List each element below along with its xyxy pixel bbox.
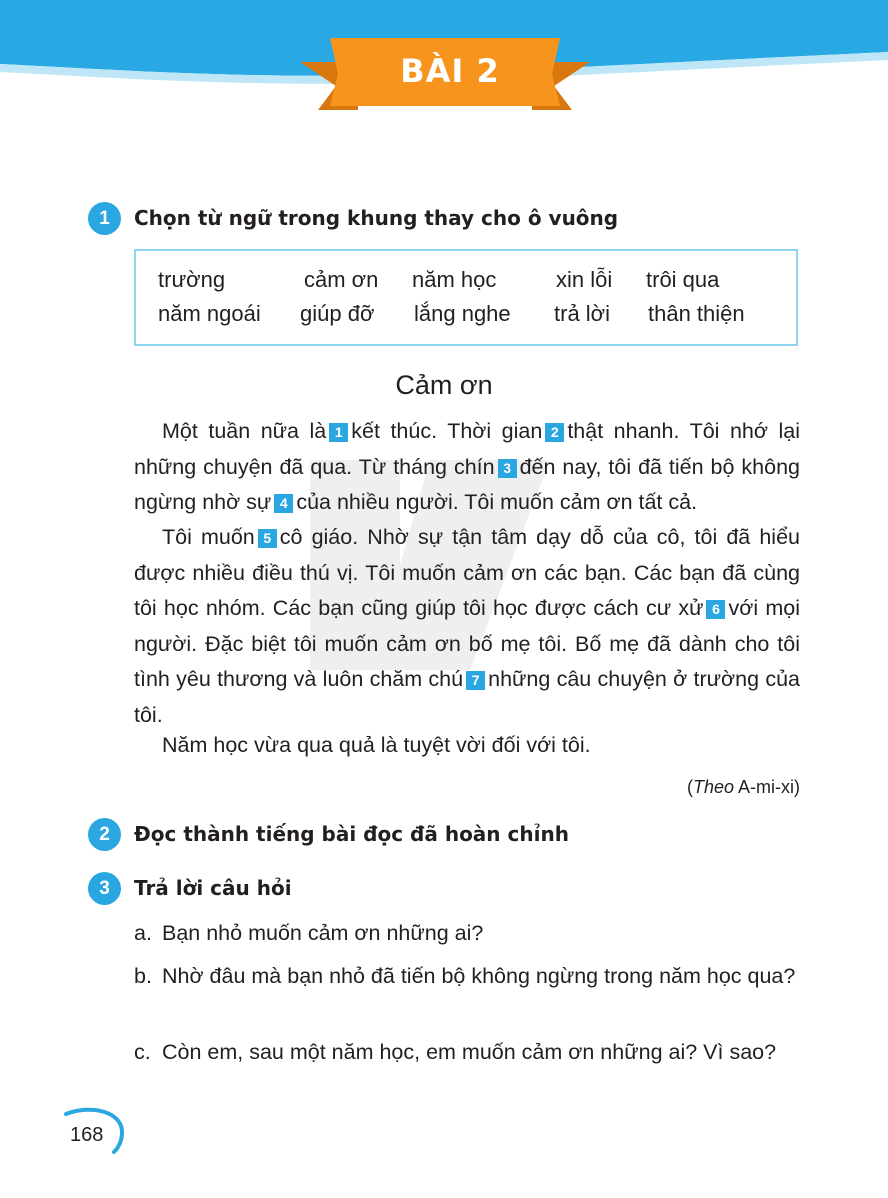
blank-slot-7: 7 (466, 671, 485, 690)
task-heading: Trả lời câu hỏi (134, 876, 292, 900)
task-number-badge: 3 (88, 872, 121, 905)
story-title: Cảm ơn (395, 370, 493, 400)
story-text: đến nay, tôi đã tiến bộ không ngừng nhờ sự (134, 454, 800, 514)
story-text: Một tuần nữa là (162, 419, 327, 443)
word-box (134, 249, 798, 346)
story-text: Tôi muốn (162, 525, 255, 549)
story-text: thật nhanh. Tôi nhớ lại những chuyện đã qua. Từ tháng chín (134, 419, 800, 479)
blank-slot-5: 5 (258, 529, 277, 548)
question-a (134, 917, 800, 950)
blank-slot-4: 4 (274, 494, 293, 513)
question-c (134, 1036, 800, 1069)
word-option: trường (158, 267, 226, 292)
blank-slot-1: 1 (329, 423, 348, 442)
source-author: A-mi-xi) (738, 777, 800, 797)
story-paragraph-1 (134, 414, 800, 521)
word-option: trả lời (554, 301, 610, 326)
word-option: cảm ơn (304, 267, 379, 292)
source-theo: Theo (692, 777, 734, 797)
word-option: xin lỗi (556, 267, 613, 292)
story-source (687, 777, 800, 798)
source-open: ( (686, 777, 693, 797)
question-text: Bạn nhỏ muốn cảm ơn những ai? (162, 921, 484, 945)
story-paragraph-2 (134, 520, 800, 733)
blank-slot-6: 6 (706, 600, 725, 619)
word-option: lắng nghe (414, 301, 511, 326)
task-number-badge: 1 (88, 202, 121, 235)
question-text: Còn em, sau một năm học, em muốn cảm ơn những ai? Vì sao? (162, 1040, 777, 1064)
story-paragraph-3: Năm học vừa qua quả là tuyệt vời đối với tôi. (162, 733, 591, 757)
lesson-title: BÀI 2 (400, 52, 500, 90)
question-text: Nhờ đâu mà bạn nhỏ đã tiến bộ không ngừng trong năm học qua? (162, 964, 796, 988)
task-number-badge: 2 (88, 818, 121, 851)
task-heading: Đọc thành tiếng bài đọc đã hoàn chỉnh (134, 822, 569, 846)
task-heading: Chọn từ ngữ trong khung thay cho ô vuông (134, 206, 619, 230)
word-option: thân thiện (648, 301, 745, 326)
word-option: năm học (412, 267, 497, 292)
question-label: b. (134, 964, 152, 988)
question-label: a. (134, 921, 152, 945)
blank-slot-3: 3 (498, 459, 517, 478)
story-text: với mọi người. Đặc biệt tôi muốn cảm ơn bố mẹ tôi. Bố mẹ đã dành cho tôi tình yêu thương và luôn chăm chú (134, 596, 800, 691)
word-option: năm ngoái (158, 301, 261, 326)
story-text: cô giáo. Nhờ sự tận tâm dạy dỗ của cô, tôi đã hiểu được nhiều điều thú vị. Tôi muốn cảm ơn các bạn. Các bạn đã cùng tôi học nhóm. Các bạn cũng giúp tôi học được cách cư xử (134, 525, 800, 620)
story-text: những câu chuyện ở trường của tôi. (134, 667, 800, 727)
story-text: kết thúc. Thời gian (351, 419, 543, 443)
word-option: trôi qua (646, 267, 720, 292)
question-label: c. (134, 1040, 151, 1064)
page-number-area (62, 1104, 132, 1154)
question-b (134, 960, 800, 993)
page-number: 168 (70, 1124, 104, 1146)
word-option: giúp đỡ (300, 301, 375, 326)
story-text: của nhiều người. Tôi muốn cảm ơn tất cả. (296, 490, 698, 514)
blank-slot-2: 2 (545, 423, 564, 442)
